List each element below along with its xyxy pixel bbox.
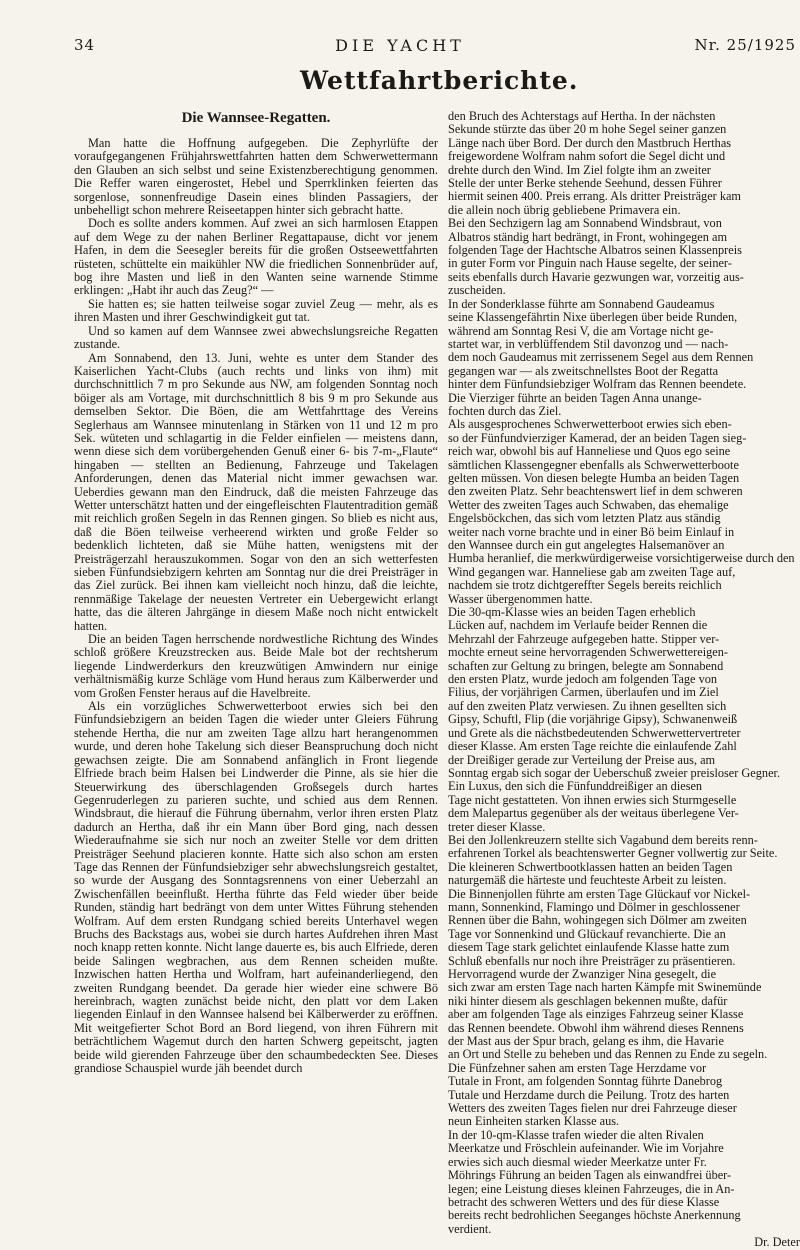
article-line: Die 30-qm-Klasse wies an beiden Tagen erheblich xyxy=(448,605,696,620)
article-line: Bei den Jollenkreuzern stellte sich Vagabund dem bereits renn- xyxy=(448,832,758,847)
article-line: seits ebenfalls durch Havarie gezwungen war, vorzeitig aus- xyxy=(448,269,744,284)
article-line: aber am folgenden Tage als einziges Fahrzeug seiner Klasse xyxy=(448,1007,744,1022)
article-paragraph: Doch es sollte anders kommen. Auf zwei an sich harmlosen Etappen auf dem Wege zu der nahen Berliner Regattapause, dicht vor jenem Hafen, in dem die Seesegler bereits für die großen Ostseewettfahrten rüsteten, schüttelte ein maikühler NW die friedlichen Sonnenbrüder auf, bog ihre Masten und ließ in den Wanten seine warnende Stimme erklingen: „Habt ihr auch das Zeug?“ — xyxy=(74,216,438,298)
article-heading: Wettfahrtberichte. xyxy=(300,66,579,95)
article-line: dem Malepartus gegenüber als der weitaus überlegene Ver- xyxy=(448,806,739,821)
article-line: fochten durch das Ziel. xyxy=(448,403,562,418)
author-signature: Dr. Deter xyxy=(754,1235,800,1250)
article-line: erfahrenen Torkel als beachtenswerter Gegner vollwertig zur Seite. xyxy=(448,846,778,861)
article-line: während am Sonntag Resi V, die am Vortage nicht ge- xyxy=(448,323,714,338)
article-line: Filius, der vorjährigen Carmen, überlaufen und im Ziel xyxy=(448,685,719,700)
article-line: seine Klassengefährtin Nixe überlegen über beide Runden, xyxy=(448,310,738,325)
article-line: Die kleineren Schwertbootklassen hatten an beiden Tagen xyxy=(448,859,733,874)
article-line: verdient. xyxy=(448,1221,492,1236)
article-line: Tutale in Front, am folgenden Sonntag führte Danebrog xyxy=(448,1074,723,1089)
article-line: und Grete als die nächstbedeutenden Schwerwettervertreter xyxy=(448,725,741,740)
article-line: Tage nicht gestatteten. Von ihnen erwies sich Sturmgeselle xyxy=(448,792,737,807)
article-line: Tage vor Sonnenkind und Glückauf revanchierte. Die an xyxy=(448,926,726,941)
article-line: Wetter des zweiten Tages auch Schwaben, das ehemalige xyxy=(448,497,729,512)
article-line: Albatros ständig hart bedrängt, in Front, wohingegen am xyxy=(448,229,728,244)
article-line: diesem Tage stark gelichtet einlaufende Klasse hatte zum xyxy=(448,940,730,955)
article-paragraph: Und so kamen auf dem Wannsee zwei abwechslungsreiche Regatten zustande. xyxy=(74,323,438,352)
article-line: so der Fünfundvierziger Kamerad, der an beiden Tagen sieg- xyxy=(448,430,747,445)
article-line: In der Sonderklasse führte am Sonnabend Gaudeamus xyxy=(448,296,715,311)
article-line: den ersten Platz, wurde jedoch am folgenden Tage von xyxy=(448,672,718,687)
article-line: an Ort und Stelle zu beheben und das Rennen zu Ende zu segeln. xyxy=(448,1047,768,1062)
article-line: Schluß ebenfalls nur noch ihre Preisträger zu präsentieren. xyxy=(448,953,736,968)
section-title: Die Wannsee-Regatten. xyxy=(181,110,331,126)
article-line: mochte erneut seine hervorragenden Schwerwettereigen- xyxy=(448,645,728,660)
article-line: naturgemäß die härteste und feuchteste Arbeit zu leisten. xyxy=(448,873,727,888)
right-column xyxy=(448,110,800,1250)
article-line: gelten müssen. Von diesen belegte Humba an beiden Tagen xyxy=(448,470,740,485)
article-line: drehte durch den Wind. Im Ziel folgte ihm an zweiter xyxy=(448,162,711,177)
article-line: zuscheiden. xyxy=(448,283,506,298)
article-line: Stelle der unter Berke stehende Seehund, dessen Führer xyxy=(448,176,722,191)
article-line: Tutale und Herzdame durch die Peilung. Trotz des harten xyxy=(448,1087,730,1102)
journal-title: DIE YACHT xyxy=(335,36,465,55)
article-line: folgenden Tage der Hachtsche Albatros seinen Klassenpreis xyxy=(448,243,742,258)
article-line: Die Binnenjollen führte am ersten Tage Glückauf vor Nickel- xyxy=(448,886,751,901)
article-paragraph: Die an beiden Tagen herrschende nordwestliche Richtung des Windes schloß größere Kreuzstrecken aus. Beide Male bot der rechtsherum liegende Lindwerderkurs den kreuzwütigen Amwindern nur einige verhältnismäßig kurze Schläge vom Hund heraus zum Kälberwerder und vom Großen Fenster heraus auf die Havelbreite. xyxy=(74,632,438,700)
article-line: erwies sich auch diesmal wieder Meerkatze unter Fr. xyxy=(448,1154,707,1169)
page-number: 34 xyxy=(74,36,96,54)
article-line: der Dreißiger gerade zur Verteilung der Preise aus, am xyxy=(448,752,716,767)
article-line: den Bruch des Achterstags auf Hertha. In der nächsten xyxy=(448,110,716,123)
article-line: nachdem sie trotz dichtgereffter Segels bereits reichlich xyxy=(448,578,722,593)
article-line: In der 10-qm-Klasse trafen wieder die alten Rivalen xyxy=(448,1127,704,1142)
article-line: Meerkatze und Fröschlein aufeinander. Wie im Vorjahre xyxy=(448,1141,724,1156)
article-line: Mehrzahl der Fahrzeuge aufgegeben hatte. Stipper ver- xyxy=(448,631,720,646)
article-line: die allein noch übrig gebliebene Primavera ein. xyxy=(448,202,681,217)
article-line: startet war, in verblüffendem Stil davonzog und — nach- xyxy=(448,336,729,351)
article-line: Länge nach über Bord. Der durch den Mastbruch Herthas xyxy=(448,135,732,150)
article-line: Sekunde stürzte das über 20 m hohe Segel seiner ganzen xyxy=(448,122,727,137)
article-line: schaften zur Geltung zu bringen, belegte am Sonnabend xyxy=(448,658,724,673)
article-line: bereits recht bedrohlichen Seeganges höchste Anerkennung xyxy=(448,1208,741,1223)
article-line: legen; eine Leistung dieses kleinen Fahrzeuges, die in An- xyxy=(448,1181,735,1196)
article-line: weiter nach vorne brachte und in einer Bö beim Einlauf in xyxy=(448,524,735,539)
article-line: Gipsy, Schuftl, Flip (die vorjährige Gipsy), Schwanenweiß xyxy=(448,712,738,727)
article-line: treter dieser Klasse. xyxy=(448,819,546,834)
article-line: hinter dem Fünfundsiebziger Wolfram das Rennen beendete. xyxy=(448,377,747,392)
article-line: Engelsböckchen, das sich vom letzten Platz aus ständig xyxy=(448,511,721,526)
article-line: betracht des schweren Wetters und des für diese Klasse xyxy=(448,1194,720,1209)
article-line: Ein Luxus, den sich die Fünfunddreißiger an diesen xyxy=(448,779,703,794)
article-line: dieser Klasse. Am ersten Tage reichte die einlaufende Zahl xyxy=(448,739,737,754)
article-line: den Wannsee durch ein gut angelegtes Halsemanöver an xyxy=(448,538,725,552)
article-line: sämtlichen Klassengegner ebenfalls als Schwerwetterboote xyxy=(448,457,739,472)
article-line: Sonntag ergab sich sogar der Ueberschuß zweier preisloser Gegner. xyxy=(448,765,781,780)
article-paragraph: Sie hatten es; sie hatten teilweise sogar zuviel Zeug — mehr, als es ihren Masten und ihrer Geschwindigkeit gut tat. xyxy=(74,296,438,325)
article-paragraph: Als ein vorzügliches Schwerwetterboot erwies sich bei den Fünfundsiebzigern an beiden Tagen die wieder unter Gleiers Führung stehende Hertha, die nur am zweiten Tage allzu hart herangenommen wurde, und deren hohe Takelung sich dieser Beanspruchung doch nicht gewachsen zeigte. Die am Sonnabend anfänglich in Front liegende Elfriede brach beim Halsen bei Lindwerder die Pinne, als sie hier die Steuerwirkung des überschlagenden Großsegels durch hartes Gegenruderlegen zu parieren suchte, und schied aus dem Rennen. Windsbraut, die hierauf die Führung übernahm, verlor ihren ersten Platz dadurch an Hertha, daß ihr ein Mann über Bord ging, nach dessen Wiederaufnahme sie sich nur noch an zweiter Stelle vor dem dritten Preisträger Seehund placieren konnte. Hatte sich also schon am ersten Tage das Rennen der Fünfundsiebziger sehr abwechslungsreich gestaltet, so wurde der Ausgang des Sonntagsrennens von einer Ueberzahl an Zwischenfällen beeinflußt. Hertha führte das Feld wieder über beide Runden, ständig hart bedrängt von dem unter Wittes Führung stehenden Wolfram. Auf dem ersten Rundgang schied bereits Unterhavel wegen Bruchs des Backstags aus, wobei sie durch hartes Aufdrehen ihren Mast noch knapp retten konnte. Nicht lange dauerte es, bis auch Elfriede, deren beide Salingen wegbrachen, aus dem Rennen scheiden mußte. Inzwischen hatten Hertha und Wolfram, hart aufeinanderliegend, den zweiten Rundgang beendet. Da gerade hier wieder eine schwere Bö hereinbrach, wagten zunächst beide nicht, den platt vor dem Laken liegenden Einlauf in den Wannsee halsend bei Kälberwerder zu eröffnen. Mit weitgefierter Schot Bord an Bord liegend, von ihren Führern mit beträchtlichem Wagemut durch den harten Schwerg gepeitscht, jagten beide wild gierenden Fahrzeuge über den schaumbedeckten See. Dieses grandiose Schauspiel wurde jäh beendet durch xyxy=(74,699,438,1076)
article-line: mann, Sonnenkind, Flamingo und Dölmer in geschlossener xyxy=(448,899,740,914)
article-line: neun Einheiten starken Klasse aus. xyxy=(448,1114,620,1129)
article-line: Bei den Sechzigern lag am Sonnabend Windsbraut, von xyxy=(448,216,722,231)
article-line: dem noch Gaudeamus mit zerrissenem Segel aus dem Rennen xyxy=(448,350,754,365)
article-line: Die Fünfzehner sahen am ersten Tage Herzdame vor xyxy=(448,1060,707,1075)
article-line: freigewordene Wolfram nahm sofort die Segel dicht und xyxy=(448,149,726,164)
issue-number: Nr. 25/1925 xyxy=(694,36,796,54)
article-line: niki hinter diesem als geschlagen bekennen mußte, dafür xyxy=(448,993,728,1008)
article-line: Die Vierziger führte an beiden Tagen Anna unange- xyxy=(448,390,702,405)
article-line: das Rennen beendete. Obwohl ihm während dieses Rennens xyxy=(448,1020,744,1035)
article-line: Wetters des zweiten Tages fielen nur drei Fahrzeuge dieser xyxy=(448,1101,737,1116)
article-line: der Mast aus der Spur brach, gelang es ihm, die Havarie xyxy=(448,1034,724,1049)
article-line: Wasser übergenommen hatte. xyxy=(448,591,593,606)
left-column xyxy=(74,110,438,1075)
article-line: in guter Form vor Pinguin nach Hause segelte, der seiner- xyxy=(448,256,732,271)
article-line: Wind gegangen war. Hanneliese gab am zweiten Tage auf, xyxy=(448,564,736,579)
article-line: Möhrings Führung an beiden Tagen als einwandfrei über- xyxy=(448,1168,732,1183)
article-line: gegangen war — als zweitschnellstes Boot der Regatta xyxy=(448,363,719,378)
article-line: Hervorragend wurde der Zwanziger Nina gesegelt, die xyxy=(448,967,717,981)
article-line: auf den zweiten Platz verwiesen. Zu ihnen gesellten sich xyxy=(448,698,727,713)
article-line: Lücken auf, nachdem im Verlaufe beider Rennen die xyxy=(448,618,708,633)
article-line: reich war, obwohl bis auf Hanneliese und Quos ego seine xyxy=(448,444,731,459)
article-paragraph: Am Sonnabend, den 13. Juni, wehte es unter dem Stander des Kaiserlichen Yacht-Clubs (auch rechts und links von ihm) mit durchschnittlich 7 m pro Sekunde aus NW, am folgenden Sonntag noch böiger als am Vortage, mit durchschnittlich 8 bis 9 m pro Sekunde aus demselben Sektor. Die Böen, die am Wettfahrttage des Vereins Seglerhaus am Wannsee minutenlang in Stärken von 11 und 12 m pro Sek. wüteten und schlagartig in die Felder einfielen — meistens dann, wenn diese sich dem vorübergehenden Genuß einer 6- bis 7-m-„Flaute“ hingaben — stellten an Bedienung, Fahrzeuge und Takelagen Anforderungen, denen das Material nicht immer gewachsen war. Ueberdies gewann man den Eindruck, daß die meisten Fahrzeuge das Wetter unterschätzt hatten und der eingefleischten Flautentradition gemäß mit reichlich großen Segeln in das Rennen gingen. So blieb es nicht aus, daß die Böen teilweise verheerend wirkten und große Felder so bedenklich lichteten, daß sie Mühe hatten, wenigstens mit der Preisträgerzahl herauszukommen. Sogar von den an sich wetterfesten sieben Fünfundsiebzigern kehrten am Sonntag nur die drei Preisträger in das Ziel zurück. Bei ihnen kam vielleicht noch hinzu, daß die leichte, rennmäßige Takelage der neuesten Vertreter ein Uebergewicht erlangt hatte, das die älteren Jahrgänge in diesem Maße noch nicht entwickelt hatten. xyxy=(74,350,438,633)
article-line: Rennen über die Bahn, wohingegen sich Dölmer am zweiten xyxy=(448,913,747,928)
article-line: hiermit seinen 400. Preis errang. Als dritter Preisträger kam xyxy=(448,189,741,204)
article-line: Als ausgesprochenes Schwerwetterboot erwies sich eben- xyxy=(448,417,732,432)
article-paragraph: Man hatte die Hoffnung aufgegeben. Die Zephyrlüfte der voraufgegangenen Frühjahrswettfahrten hatten dem Schwerwettermann den Glauben an sich selbst und seine Existenzberechtigung genommen. Die Reffer waren eingerostet, Hebel und Sperrklinken feierten das sorgenlose, sonnenfreudige Dasein eines blinden Passagiers, der unbehelligt schon mehrere Reiseetappen hinter sich gebracht hatte. xyxy=(74,136,438,218)
article-line: sich zwar am ersten Tage nach harten Kämpfe mit Swinemünde xyxy=(448,980,762,995)
article-line: Humba heranlief, die merkwürdigerweise vorsichtigerweise durch den xyxy=(448,551,795,566)
article-line: den zweiten Platz. Sehr beachtenswert lief in dem schweren xyxy=(448,484,743,499)
